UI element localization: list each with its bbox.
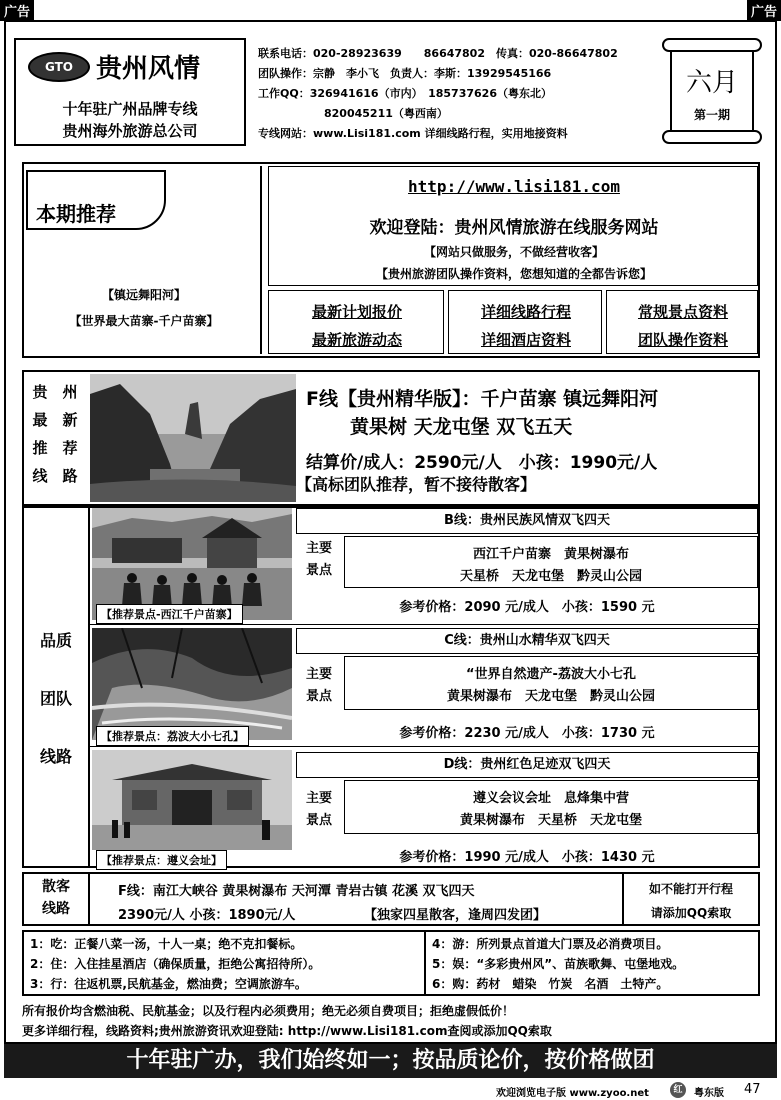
- ad-tag-right: 广告: [747, 0, 781, 21]
- route-b-spots-box: [344, 536, 758, 588]
- featured-title-card: [26, 170, 166, 230]
- red-logo-icon: 红: [670, 1082, 686, 1098]
- quality-divider: [88, 506, 90, 868]
- website-box: [268, 166, 758, 286]
- gto-logo: GTO: [28, 52, 90, 82]
- route-d-name: D线：贵州红色足迹双飞四天: [296, 752, 758, 778]
- caption-route-d: 【推荐景点：遵义会址】: [96, 850, 227, 870]
- featured-item-1: 【镇远舞阳河】: [101, 288, 186, 302]
- featured-item-2: 【世界最大苗寨-千户苗寨】: [69, 314, 219, 328]
- contact-phone: 联系电话：020-28923639 86647802 传真：020-86647802: [258, 47, 618, 60]
- route-divider-2: [90, 746, 760, 747]
- route-d-spots-2: 黄果树瀑布 天星桥 天龙屯堡: [459, 813, 642, 828]
- services-left: [30, 934, 320, 994]
- service-shopping: 6：购：药材 蜡染 竹炭 名酒 土特产。: [432, 977, 669, 991]
- recommend-side-label: 贵 州 最 新 推 荐 线 路: [32, 383, 78, 485]
- route-f-price: 结算价/成人：2590元/人 小孩：1990元/人: [306, 453, 658, 473]
- route-f-note: 【高标团队推荐，暂不接待散客】: [296, 475, 537, 494]
- scattered-price: 2390元/人 小孩：1890元/人: [118, 908, 296, 923]
- route-b-spots-2: 天星桥 天龙屯堡 黔灵山公园: [459, 569, 642, 584]
- route-c-spots-1: “世界自然遗产-荔波大小七孔: [466, 667, 636, 682]
- route-d-price: 参考价格：1990 元/成人 小孩：1430 元: [399, 850, 655, 865]
- service-transport: 3：行：往返机票,民航基金，燃油费；空调旅游车。: [30, 977, 307, 991]
- scattered-help-2: 请添加QQ索取: [650, 906, 732, 920]
- service-entertainment: 5：娱：“多彩贵州风”、苗族歌舞、屯堡地戏。: [432, 957, 685, 971]
- photo-libo-qikong: [92, 628, 292, 740]
- route-c-price: 参考价格：2230 元/成人 小孩：1730 元: [399, 726, 655, 741]
- scattered-divider: [88, 872, 90, 926]
- zunyi-building-image: [92, 750, 292, 850]
- logo-box: [14, 38, 246, 146]
- route-c-spots-2: 黄果树瀑布 天龙屯堡 黔灵山公园: [446, 689, 655, 704]
- route-divider-1: [90, 624, 760, 625]
- scattered-help-1: 如不能打开行程: [648, 882, 733, 896]
- scattered-side-label: 散客 线路: [42, 879, 70, 917]
- link-latest-news[interactable]: 最新旅游动态: [311, 331, 402, 349]
- service-tour: 4：游：所列景点首道大门票及必消费项目。: [432, 937, 669, 951]
- welcome-text: 欢迎登陆：贵州风情旅游在线服务网站: [369, 218, 659, 238]
- route-f-title-1: F线【贵州精华版】：千户苗寨 镇远舞阳河: [306, 388, 659, 410]
- scroll-bottom-roll: [662, 130, 762, 144]
- ad-tag-left: 广告: [0, 0, 34, 21]
- caption-route-c: 【推荐景点：荔波大小七孔】: [96, 726, 249, 746]
- route-b-spots-1: 西江千户苗寨 黄果树瀑布: [472, 547, 629, 562]
- featured-title: 本期推荐: [36, 202, 116, 226]
- website-line: 专线网站：www.Lisi181.com 详细线路行程，实用地接资料: [258, 127, 568, 140]
- quality-side-label: 品质 团队 线路: [39, 631, 72, 766]
- month-label: 六月: [685, 68, 738, 98]
- river-canyon-image: [90, 374, 296, 502]
- featured-left: [26, 166, 262, 354]
- link-hotel-details[interactable]: 详细酒店资料: [480, 331, 571, 349]
- team-operators: 团队操作：宗静 李小飞 负责人：李斯：13929545166: [258, 67, 552, 80]
- bottom-site: 欢迎浏览电子版 www.zyoo.net: [496, 1088, 649, 1099]
- brand-name: 贵州风情: [96, 54, 201, 84]
- qq-line-2: 820045211（粤西南）: [324, 107, 448, 120]
- services-right: [432, 934, 684, 994]
- route-d-spots-label: 主要 景点: [305, 791, 332, 828]
- links-col-2: [448, 290, 602, 354]
- links-col-1: [268, 290, 444, 354]
- route-f-title-2: 黄果树 天龙屯堡 双飞五天: [350, 416, 573, 438]
- month-scroll: [662, 38, 762, 144]
- route-c-spots-label: 主要 景点: [305, 667, 332, 704]
- route-b-name: B线：贵州民族风情双飞四天: [296, 508, 758, 534]
- forest-stream-image: [92, 628, 292, 740]
- bottom-edition: 粤东版: [694, 1088, 724, 1099]
- route-b-price: 参考价格：2090 元/成人 小孩：1590 元: [399, 600, 655, 615]
- route-b-spots-label: 主要 景点: [305, 541, 332, 578]
- link-latest-prices[interactable]: 最新计划报价: [311, 303, 402, 321]
- slogan-banner: 十年驻广办，我们始终如一；按品质论价，按价格做团: [4, 1044, 777, 1078]
- services-divider: [424, 930, 426, 996]
- route-d-spots-box: [344, 780, 758, 834]
- tagline-2: 贵州海外旅游总公司: [62, 122, 198, 140]
- link-scenic-info[interactable]: 常规景点资料: [637, 303, 728, 321]
- qq-line-1: 工作QQ：326941616（市内） 185737626（粤东北）: [258, 87, 552, 100]
- link-team-ops[interactable]: 团队操作资料: [637, 331, 728, 349]
- link-route-details[interactable]: 详细线路行程: [480, 303, 571, 321]
- route-c-name: C线：贵州山水精华双飞四天: [296, 628, 758, 654]
- contact-info: [258, 44, 658, 144]
- website-note-2: 【贵州旅游团队操作资料，您想知道的全都告诉您】: [375, 267, 652, 281]
- issue-label: 第一期: [693, 108, 730, 122]
- scattered-note: 【独家四星散客，逢周四发团】: [364, 908, 547, 923]
- photo-wuyang-river: [90, 374, 296, 502]
- route-c-spots-box: [344, 656, 758, 710]
- service-lodging: 2：住：入住挂星酒店（确保质量，拒绝公寓招待所）。: [30, 957, 321, 971]
- tagline-1: 十年驻广州品牌专线: [62, 100, 198, 118]
- website-url[interactable]: http://www.lisi181.com: [408, 177, 620, 196]
- footer-line-2: 更多详细行程，线路资料;贵州旅游资讯欢迎登陆: http://www.Lisi181.com查阅或添加QQ索取: [22, 1024, 552, 1038]
- photo-zunyi-site: [92, 750, 292, 850]
- route-d-spots-1: 遵义会议会址 息烽集中营: [472, 791, 629, 806]
- page-number: 47: [744, 1082, 761, 1097]
- footer-line-1: 所有报价均含燃油税、民航基金；以及行程内必须费用；绝无必须自费项目；拒绝虚假低价！: [22, 1004, 515, 1018]
- caption-route-b: 【推荐景点-西江千户苗寨】: [96, 604, 243, 624]
- links-col-3: [606, 290, 758, 354]
- scattered-route: F线：南江大峡谷 黄果树瀑布 天河潭 青岩古镇 花溪 双飞四天: [118, 884, 475, 899]
- website-note-1: 【网站只做服务，不做经营收客】: [423, 245, 604, 259]
- service-food: 1：吃：正餐八菜一汤，十人一桌；绝不克扣餐标。: [30, 937, 303, 951]
